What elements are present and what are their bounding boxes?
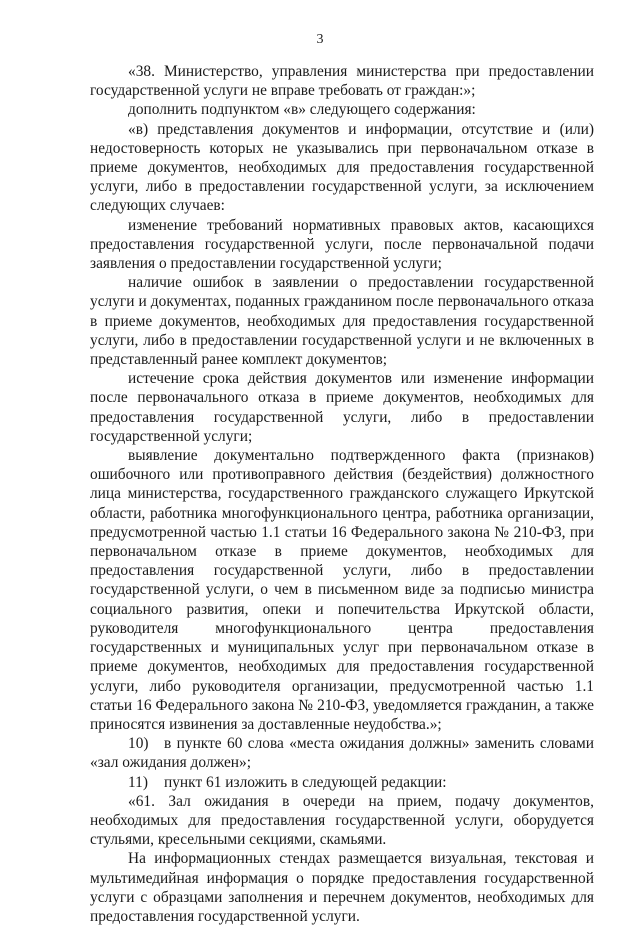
paragraph-info-stands: На информационных стендах размещается визуальная, текстовая и мультимедийная информация о порядке предоставления государственной услуги с образцами заполнения и перечнем документов, необходимых для предоставления государственной услуги. [90, 850, 594, 925]
paragraph-item-61: «61. Зал ожидания в очереди на прием, подачу документов, необходимых для предоставления государственной услуги, оборудуется стульями, кресельными секциями, скамьями. [90, 792, 594, 849]
list-item-10-text: в пункте 60 слова «места ожидания должны» заменить словами «зал ожидания должен»; [90, 735, 594, 772]
page-number: 3 [316, 32, 324, 47]
paragraph-item-38: «38. Министерство, управления министерства при предоставлении государственной услуги не вправе требовать от граждан:»; [90, 63, 594, 100]
paragraph-case-requirements-change: изменение требований нормативных правовых актов, касающихся предоставления государственной услуги, после первоначальной подачи заявления о предоставлении государственной услуги; [90, 216, 594, 273]
list-item-11 [90, 773, 594, 792]
document-body [90, 62, 594, 926]
paragraph-subitem-v: «в) представления документов и информации, отсутствие и (или) недостоверность которых не указывались при первоначальном отказе в приеме документов, необходимых для предоставления государственной услуги, либо в предоставлении государственной услуги, за исключением следующих случаев: [90, 120, 594, 215]
paragraph-case-errors: наличие ошибок в заявлении о предоставлении государственной услуги и документах, поданных гражданином после первоначального отказа в приеме документов, необходимых для предоставления государственной услуги, либо в предоставлении государственной услуги и не включенных в представленный ранее комплект документов; [90, 274, 594, 369]
list-item-10-number: 10) [128, 735, 149, 753]
list-item-10 [90, 734, 594, 772]
paragraph-case-expiry: истечение срока действия документов или изменение информации после первоначального отказа в приеме документов, необходимых для предоставления государственной услуги, либо в предоставлении государственной услуги; [90, 370, 594, 445]
paragraph-case-misconduct: выявление документально подтвержденного факта (признаков) ошибочного или противоправного действия (бездействия) должностного лица министерства, государственного гражданского служащего Иркутской области, работника многофункционального центра, работника организации, предусмотренной частью 1.1 статьи 16 Федерального закона № 210-ФЗ, при первоначальном отказе в приеме документов, необходимых для предоставления государственной услуги, либо в предоставлении государственной услуги, о чем в письменном виде за подписью министра социального развития, опеки и попечительства Иркутской области, руководителя многофункционального центра предоставления государственных и муниципальных услуг при первоначальном отказе в приеме документов, необходимых для предоставления государственной услуги, либо руководителя организации, предусмотренной частью 1.1 статьи 16 Федерального закона № 210-ФЗ, уведомляется гражданин, а также приносятся извинения за доставленные неудобства.»; [90, 447, 594, 733]
paragraph-add-subitem: дополнить подпунктом «в» следующего содержания: [128, 101, 476, 119]
list-item-11-text: пункт 61 изложить в следующей редакции: [164, 773, 447, 791]
list-item-11-number: 11) [128, 773, 148, 791]
